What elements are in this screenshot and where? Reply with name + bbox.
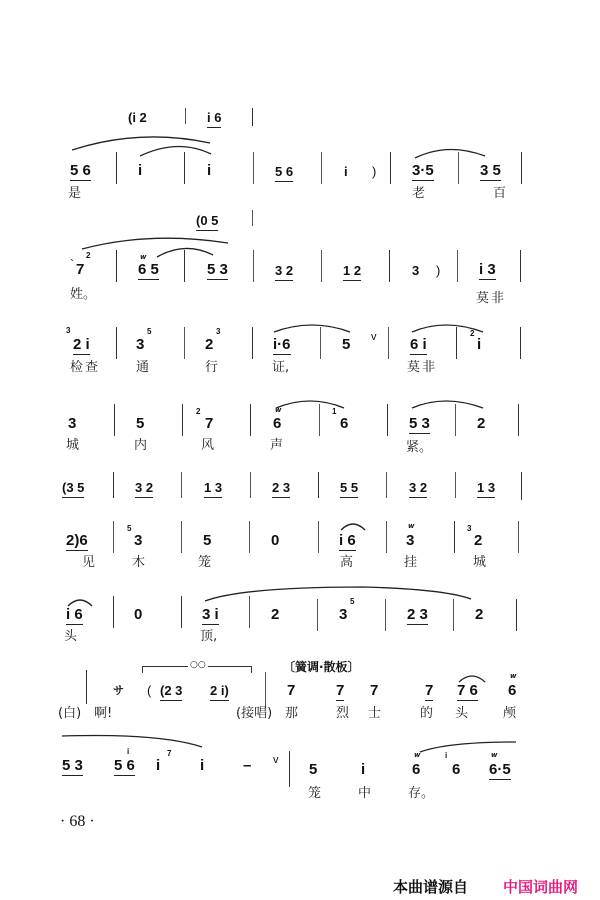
barline (86, 670, 87, 704)
barline (249, 521, 250, 553)
lyric: 声 (270, 438, 284, 453)
lyric: 那 (285, 706, 299, 721)
barline (388, 327, 389, 359)
note: 6 (452, 761, 461, 778)
barline (252, 210, 253, 226)
grace-note: 5 (147, 327, 152, 336)
note: i 6 (66, 606, 83, 623)
lyric: 顶, (200, 629, 218, 644)
lyric: 头 (455, 706, 469, 721)
barline (457, 250, 458, 282)
upper-paren-open: (i 2 (128, 110, 147, 125)
note: 6 i (410, 336, 427, 353)
barline (181, 596, 182, 628)
note: 5 3 (409, 415, 430, 432)
note: 2 i) (210, 683, 229, 701)
note: 2 3 (272, 480, 290, 498)
slur-mark (418, 740, 518, 754)
note: 3 (68, 415, 77, 432)
ornament-mark: w (275, 406, 282, 414)
note: 5 (309, 761, 318, 778)
barline (458, 152, 459, 184)
slur-mark (413, 142, 488, 162)
lyric: 莫非 (407, 360, 438, 375)
note: 6 (508, 682, 517, 699)
ornament-mark: w (408, 522, 415, 530)
note: 2 (474, 532, 483, 549)
lyric: 士 (368, 706, 382, 721)
barline (184, 327, 185, 359)
note: 1 3 (477, 480, 495, 498)
lyric: 啊! (94, 706, 113, 721)
tremolo-mark: ` (70, 257, 74, 271)
note: 6 5 (138, 261, 159, 278)
grace-note: 2 (470, 329, 475, 338)
lyric: 风 (201, 438, 215, 453)
note: 3 2 (409, 480, 427, 498)
barline (113, 596, 114, 628)
lyric: 老 (412, 186, 426, 201)
barline (114, 404, 115, 436)
barline (518, 404, 519, 436)
note: 2 (475, 606, 484, 623)
note: 5 6 (70, 162, 91, 179)
lyric: 木 (132, 555, 146, 570)
note: 2 3 (407, 606, 428, 623)
note: 3 (406, 532, 415, 549)
free-meter-mark: サ (113, 684, 124, 697)
barline (318, 521, 319, 553)
note: 7 (287, 682, 296, 699)
barline (289, 751, 290, 787)
paren-close: ) (372, 164, 377, 179)
barline (252, 108, 253, 126)
grace-note: i (127, 747, 130, 756)
barline (252, 327, 253, 359)
barline (390, 152, 391, 184)
note: 6 (340, 415, 349, 432)
note: i (477, 336, 482, 353)
barline (521, 472, 522, 500)
page-number: · 68 · (60, 813, 95, 830)
slur-mark (272, 320, 352, 336)
note: i (156, 757, 161, 774)
note: 5 3 (62, 757, 83, 774)
breath-mark: v (371, 331, 377, 343)
lyric: 姓。 (70, 287, 97, 302)
barline (385, 599, 386, 631)
watermark-site-link[interactable]: 中国词曲网 (503, 878, 579, 896)
note: 3 i (202, 606, 219, 623)
note: 6 (412, 761, 421, 778)
barline (516, 599, 517, 631)
note: 2 i (73, 336, 90, 353)
barline (386, 472, 387, 498)
note: 7 (336, 682, 345, 699)
note: i (207, 162, 212, 179)
barline (116, 250, 117, 282)
barline (184, 250, 185, 282)
note: i 3 (479, 261, 496, 278)
grace-note: 5 (350, 597, 355, 606)
fermata-circles: ○○ (190, 660, 206, 670)
ornament-mark: w (140, 253, 147, 261)
lyric: 颅 (503, 706, 517, 721)
ornament-mark: w (491, 751, 498, 759)
barline (249, 596, 250, 628)
grace-note: 5 (127, 524, 132, 533)
barline (455, 472, 456, 498)
barline (518, 521, 519, 553)
section-label: 〔簧调·散板〕 (283, 660, 360, 674)
note: 3 (134, 532, 143, 549)
barline (250, 472, 251, 498)
ornament-mark: w (414, 751, 421, 759)
barline (456, 327, 457, 359)
note: 1 2 (343, 263, 361, 281)
note: (3 5 (62, 480, 84, 498)
lyric: 通 (136, 360, 150, 375)
lyric: 的 (420, 706, 434, 721)
barline (116, 327, 117, 359)
lyric: 是 (68, 186, 82, 201)
grace-note: 2 (196, 407, 201, 416)
lyric: 紧。 (406, 440, 433, 455)
note: i (200, 757, 205, 774)
grace-note: 3 (467, 524, 472, 533)
note: 5 (342, 336, 351, 353)
barline (184, 152, 185, 184)
note: i 6 (339, 532, 356, 549)
note: 5 6 (114, 757, 135, 774)
paren-close: ) (436, 263, 441, 278)
slur-mark (339, 520, 367, 532)
upper-note: i 6 (207, 110, 221, 128)
barline (113, 472, 114, 498)
note: 7 6 (457, 682, 478, 699)
paren-open: ( (147, 683, 152, 698)
barline (181, 521, 182, 553)
note: 5 (203, 532, 212, 549)
slur-mark (410, 396, 485, 412)
breath-mark: v (273, 754, 279, 766)
barline (454, 521, 455, 553)
note: 3 (339, 606, 348, 623)
note: 2 (205, 336, 214, 353)
lyric: 证, (272, 360, 290, 375)
barline (250, 404, 251, 436)
lyric: 城 (66, 438, 80, 453)
note: (2 3 (160, 683, 182, 701)
slur-mark (138, 140, 213, 160)
lyric: 内 (134, 438, 148, 453)
barline (318, 472, 319, 498)
note: 7 (370, 682, 379, 699)
note: 2)6 (66, 532, 88, 549)
note: 7 (425, 682, 434, 699)
note: i (138, 162, 143, 179)
barline (455, 404, 456, 436)
grace-note: 2 (86, 251, 91, 260)
grace-note: 3 (216, 327, 221, 336)
grace-note: 1 (332, 407, 337, 416)
note: 3 2 (135, 480, 153, 498)
upper-note: (0 5 (196, 213, 218, 231)
barline (253, 250, 254, 282)
grace-note: 3 (66, 326, 71, 335)
lyric: 中 (358, 786, 372, 801)
note: 7 (76, 261, 85, 278)
barline (453, 599, 454, 631)
grace-note: 7 (167, 749, 172, 758)
barline (387, 404, 388, 436)
barline (521, 152, 522, 184)
barline (386, 521, 387, 553)
note: i (344, 164, 348, 179)
barline (321, 152, 322, 184)
slur-mark (203, 585, 473, 603)
lyric: 笼 (198, 555, 212, 570)
note: 6 (273, 415, 282, 432)
lyric: 行 (205, 360, 219, 375)
note: 5 6 (275, 164, 293, 182)
barline (182, 404, 183, 436)
note: 1 3 (204, 480, 222, 498)
barline (520, 327, 521, 359)
note: 0 (271, 532, 280, 549)
barline (319, 404, 320, 436)
lyric: (接唱) (236, 706, 273, 721)
note: 3 5 (480, 162, 501, 179)
note: 3 (412, 263, 420, 278)
barline (320, 327, 321, 359)
ornament-mark: w (510, 672, 517, 680)
barline (321, 250, 322, 282)
note: 3 (136, 336, 145, 353)
note: 7 (205, 415, 214, 432)
lyric: 头 (64, 629, 78, 644)
lyric: 检查 (70, 360, 101, 375)
barline (253, 152, 254, 184)
lyric: 笼 (308, 786, 322, 801)
lyric: 见 (82, 555, 96, 570)
dash-extension: – (243, 757, 252, 774)
note: 5 3 (207, 261, 228, 278)
note: i·6 (273, 336, 291, 353)
note: 6·5 (489, 761, 511, 778)
note: i (361, 761, 366, 778)
barline (181, 472, 182, 498)
barline (389, 250, 390, 282)
grace-note: i (445, 751, 448, 760)
barline (265, 672, 266, 708)
watermark-prefix: 本曲谱源自 (393, 878, 469, 896)
barline (520, 250, 521, 282)
note: 3 2 (275, 263, 293, 281)
note: 5 (136, 415, 145, 432)
barline (116, 152, 117, 184)
lyric: 存。 (408, 786, 435, 801)
note: 0 (134, 606, 143, 623)
lyric: 挂 (404, 555, 418, 570)
note: 5 5 (340, 480, 358, 498)
barline (113, 521, 114, 553)
note: 2 (477, 415, 486, 432)
note: 3·5 (412, 162, 434, 179)
lyric: 百 (493, 186, 507, 201)
barline (317, 599, 318, 631)
lyric: (白) (58, 706, 82, 721)
lyric: 高 (340, 555, 354, 570)
slur-mark (60, 733, 205, 749)
barline (185, 108, 186, 124)
lyric: 莫非 (476, 291, 507, 306)
lyric: 烈 (336, 706, 350, 721)
lyric: 城 (473, 555, 487, 570)
note: 2 (271, 606, 280, 623)
